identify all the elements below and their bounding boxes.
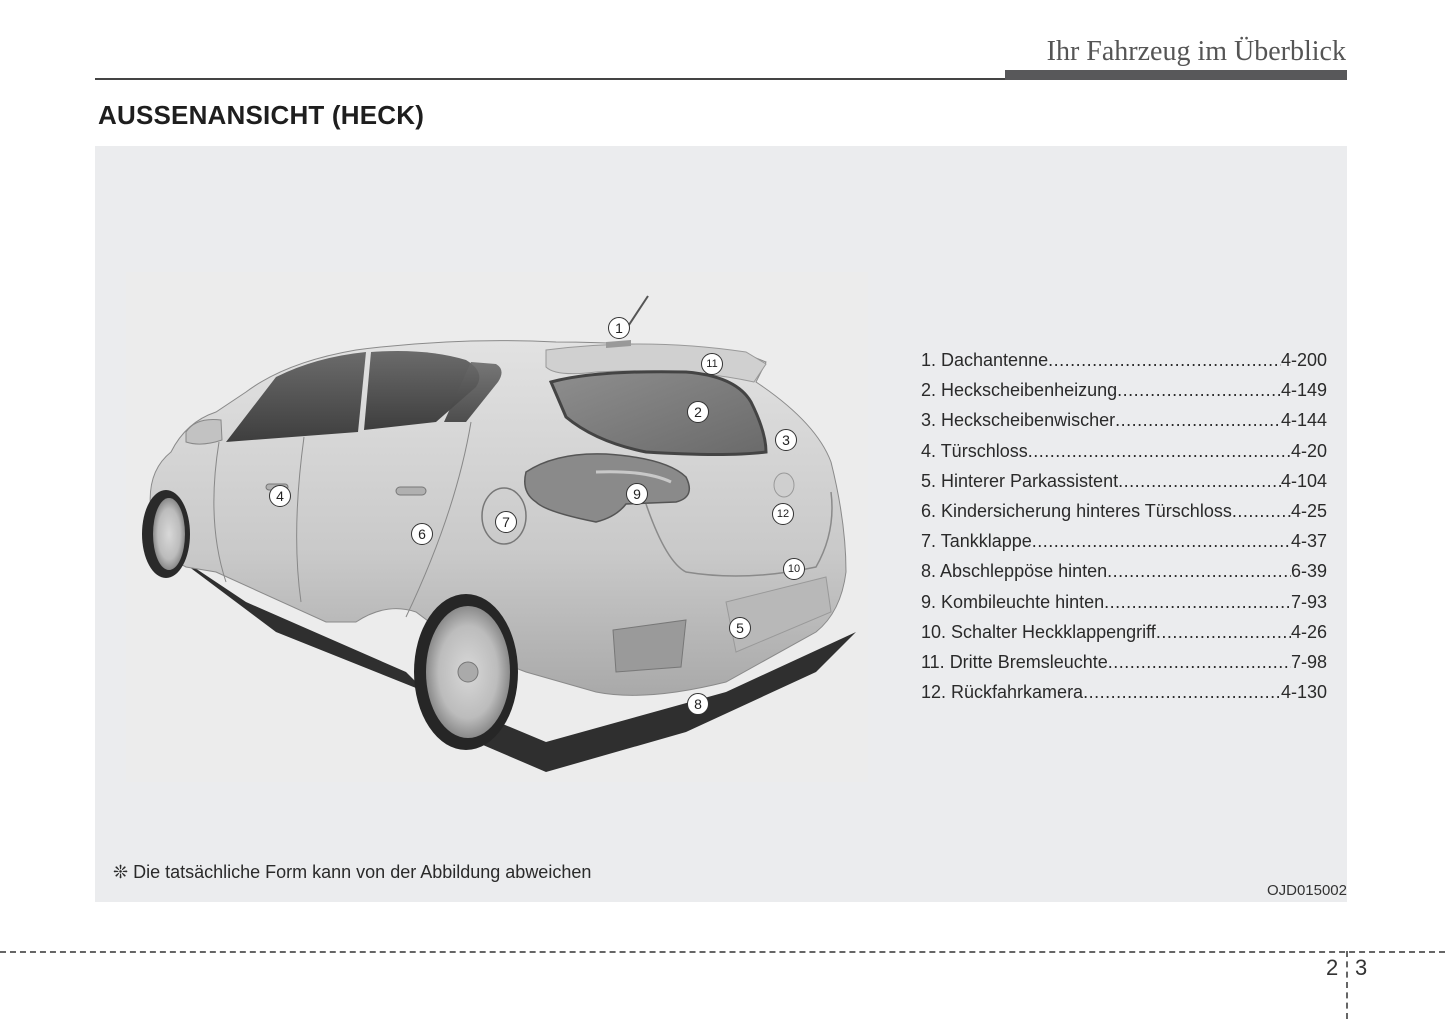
callout-8: 8	[687, 693, 709, 715]
callout-12: 12	[772, 503, 794, 525]
page-reference: 7-98	[1290, 651, 1327, 672]
callout-5: 5	[729, 617, 751, 639]
chapter-title: Ihr Fahrzeug im Überblick	[1046, 36, 1346, 67]
callout-3: 3	[775, 429, 797, 451]
page-number-chapter: 2	[1326, 955, 1339, 980]
page-spine-divider	[1346, 951, 1348, 1019]
callout-6: 6	[411, 523, 433, 545]
page-reference: 4-20	[1290, 440, 1327, 461]
legend-item: 7. Tankklappe ..... 4-37	[921, 531, 1327, 561]
callout-9: 9	[626, 483, 648, 505]
page-reference: 4-25	[1290, 500, 1327, 521]
header-bar	[1005, 70, 1347, 80]
callout-11: 11	[701, 353, 723, 375]
page-reference: 4-130	[1280, 682, 1327, 703]
legend-item: 11. Dritte Bremsleuchte ..... 7-98	[921, 652, 1327, 682]
callout-10: 10	[783, 558, 805, 580]
legend-item: 6. Kindersicherung hinteres Türschloss ..... 4-25	[921, 501, 1327, 531]
legend-item: 9. Kombileuchte hinten ..... 7-93	[921, 592, 1327, 622]
image-code: OJD015002	[1266, 882, 1347, 899]
footnote: ❊ Die tatsächliche Form kann von der Abbildung abweichen	[113, 862, 592, 882]
footer-dashed-rule	[0, 951, 1445, 953]
parts-legend	[921, 350, 1327, 712]
page-reference: 4-149	[1280, 380, 1327, 401]
legend-item: 5. Hinterer Parkassistent ..... 4-104	[921, 471, 1327, 501]
callout-2: 2	[687, 401, 709, 423]
legend-item: 8. Abschleppöse hinten ..... 6-39	[921, 561, 1327, 591]
callout-4: 4	[269, 485, 291, 507]
legend-item: 2. Heckscheibenheizung ..... 4-149	[921, 380, 1327, 410]
car-rear-illustration	[126, 272, 868, 782]
illustration-panel	[95, 146, 1347, 902]
page-number-page: 3	[1355, 955, 1368, 980]
page-reference: 4-200	[1280, 350, 1327, 370]
page-reference: 4-144	[1280, 410, 1327, 431]
callout-7: 7	[495, 511, 517, 533]
legend-item: 12. Rückfahrkamera ..... 4-130	[921, 682, 1327, 712]
legend-item: 3. Heckscheibenwischer ..... 4-144	[921, 410, 1327, 440]
legend-item: 4. Türschloss ..... 4-20	[921, 441, 1327, 471]
page-reference: 4-26	[1290, 621, 1327, 642]
callout-1: 1	[608, 317, 630, 339]
page-reference: 4-37	[1290, 531, 1327, 552]
legend-item: 1. Dachantenne ..... 4-200	[921, 350, 1327, 380]
section-title: AUSSENANSICHT (HECK)	[98, 100, 425, 130]
legend-item: 10. Schalter Heckklappengriff ..... 4-26	[921, 622, 1327, 652]
page-reference: 6-39	[1290, 561, 1327, 582]
page-reference: 7-93	[1290, 591, 1327, 612]
page-reference: 4-104	[1280, 470, 1327, 491]
header-rule	[95, 78, 1005, 80]
